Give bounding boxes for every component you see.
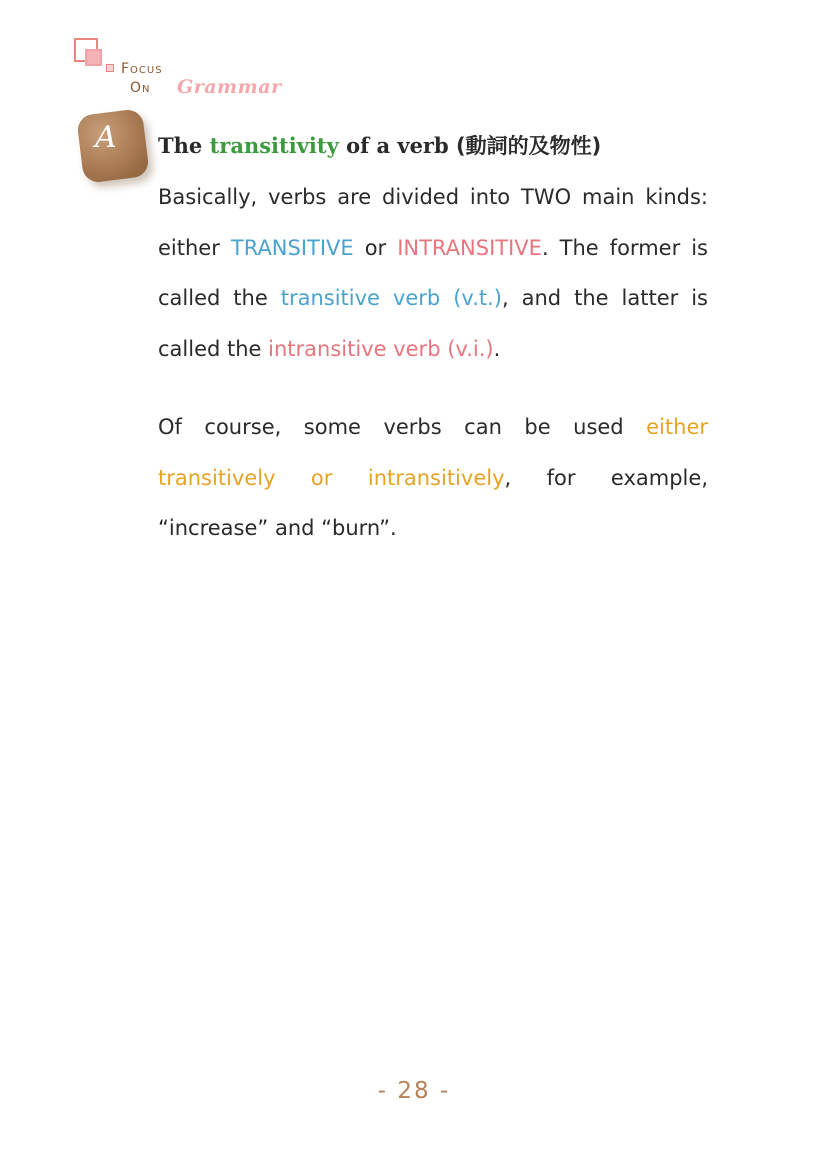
p2-text-2: , for example, “increase” and “burn”. xyxy=(158,465,708,540)
section-badge-letter: A xyxy=(94,119,117,155)
p1-transitive-verb: transitive verb (v.t.) xyxy=(280,286,502,310)
focus-on-grammar-logo xyxy=(74,38,284,108)
p2-highlight: either transitively or intransitively xyxy=(158,415,708,490)
logo-grammar-text: Grammar xyxy=(177,76,282,98)
p1-text-2: or xyxy=(353,235,398,260)
p2-text-1: Of course, some verbs can be used xyxy=(158,415,647,439)
p1-text-4: , and the latter is called the xyxy=(158,286,708,361)
section-heading xyxy=(158,130,718,160)
p1-transitive-caps: TRANSITIVE xyxy=(230,235,354,260)
logo-focus-text: Focus xyxy=(121,61,163,77)
paragraph-verb-kinds xyxy=(158,172,708,374)
heading-highlight: transitivity xyxy=(209,133,339,158)
paragraph-both-uses xyxy=(158,402,708,554)
logo-on-text: On xyxy=(130,80,151,96)
heading-suffix: of a verb xyxy=(338,133,449,158)
heading-prefix: The xyxy=(158,133,210,158)
page-number: - 28 - xyxy=(377,1078,451,1104)
p1-intransitive-caps: INTRANSITIVE xyxy=(397,235,542,260)
p1-text-3: . The former is called the xyxy=(158,235,708,310)
logo-square-pink xyxy=(85,49,102,66)
p1-text-5: . xyxy=(493,336,501,361)
heading-chinese: (動詞的及物性) xyxy=(448,134,602,158)
logo-square-small xyxy=(106,64,114,72)
p1-text-1: Basically, verbs are divided into TWO main kinds: either xyxy=(158,185,708,260)
p1-intransitive-verb: intransitive verb (v.i.) xyxy=(268,336,494,361)
section-badge xyxy=(76,108,150,184)
